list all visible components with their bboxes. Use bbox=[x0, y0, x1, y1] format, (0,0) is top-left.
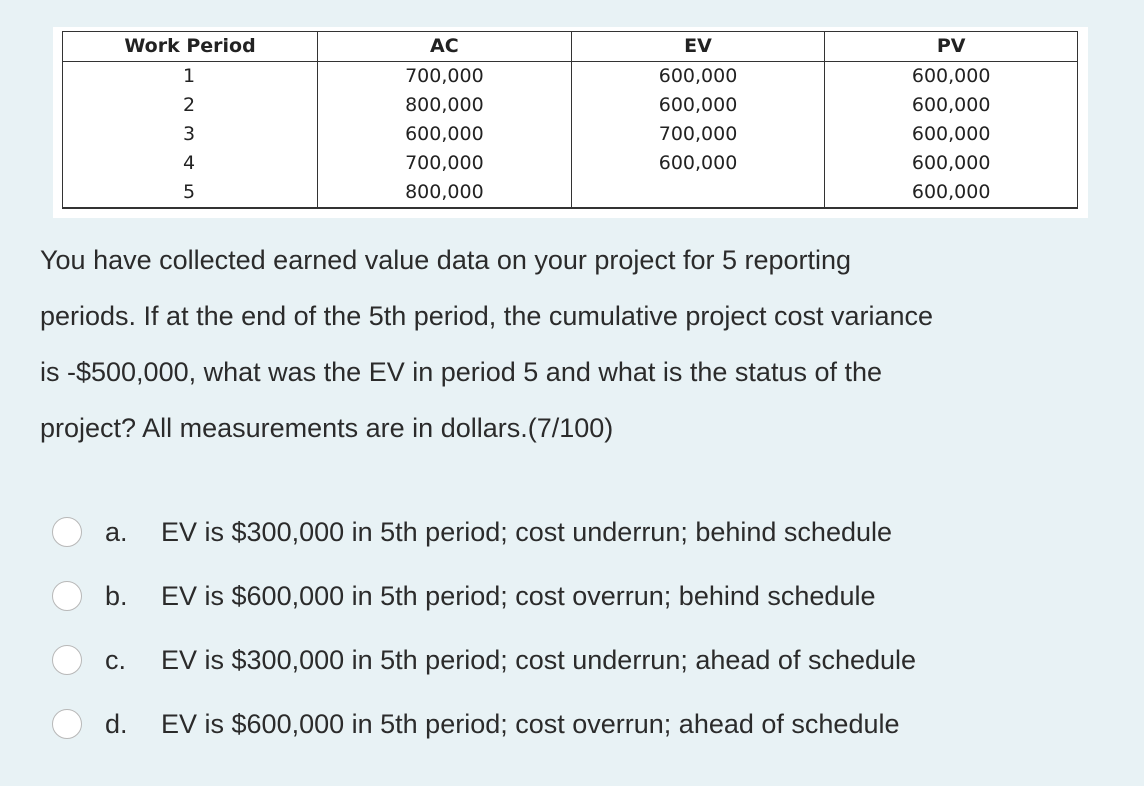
cell-pv: 600,000 bbox=[825, 120, 1078, 149]
header-ac: AC bbox=[318, 32, 572, 62]
answer-options bbox=[52, 500, 1112, 756]
option-letter: c. bbox=[105, 644, 127, 675]
option-text[interactable]: EV is $300,000 in 5th period; cost underrun; behind schedule bbox=[161, 516, 893, 547]
cell-ac: 700,000 bbox=[318, 62, 572, 92]
header-pv: PV bbox=[825, 32, 1078, 62]
option-letter: b. bbox=[105, 580, 128, 611]
cell-period: 2 bbox=[63, 91, 318, 120]
option-text[interactable]: EV is $600,000 in 5th period; cost overrun; behind schedule bbox=[161, 580, 876, 611]
question-line: You have collected earned value data on your project for 5 reporting bbox=[40, 245, 852, 275]
cell-pv: 600,000 bbox=[825, 149, 1078, 178]
option-a[interactable] bbox=[52, 500, 1112, 564]
table-row bbox=[63, 91, 1078, 120]
radio-button-d[interactable] bbox=[52, 709, 82, 739]
cell-pv: 600,000 bbox=[825, 62, 1078, 92]
earned-value-table bbox=[62, 31, 1078, 209]
table-header-row bbox=[63, 32, 1078, 62]
table-row bbox=[63, 149, 1078, 178]
header-ev: EV bbox=[571, 32, 825, 62]
cell-ac: 800,000 bbox=[318, 178, 572, 208]
cell-pv: 600,000 bbox=[825, 178, 1078, 208]
radio-button-b[interactable] bbox=[52, 581, 82, 611]
cell-ev: 600,000 bbox=[571, 62, 825, 92]
radio-button-a[interactable] bbox=[52, 517, 82, 547]
cell-period: 5 bbox=[63, 178, 318, 208]
cell-period: 3 bbox=[63, 120, 318, 149]
cell-ac: 600,000 bbox=[318, 120, 572, 149]
cell-period: 1 bbox=[63, 62, 318, 92]
radio-button-c[interactable] bbox=[52, 645, 82, 675]
option-letter: a. bbox=[105, 516, 128, 547]
cell-ev: 600,000 bbox=[571, 91, 825, 120]
question-line: project? All measurements are in dollars.(7/100) bbox=[40, 413, 614, 443]
question-line: is -$500,000, what was the EV in period 5 and what is the status of the bbox=[40, 357, 883, 387]
cell-ev bbox=[571, 178, 825, 208]
table-row bbox=[63, 178, 1078, 208]
option-d[interactable] bbox=[52, 692, 1112, 756]
question-text bbox=[40, 232, 1120, 456]
option-letter: d. bbox=[105, 708, 128, 739]
option-text[interactable]: EV is $600,000 in 5th period; cost overrun; ahead of schedule bbox=[161, 708, 900, 739]
table-row bbox=[63, 62, 1078, 92]
cell-period: 4 bbox=[63, 149, 318, 178]
header-work-period: Work Period bbox=[63, 32, 318, 62]
cell-pv: 600,000 bbox=[825, 91, 1078, 120]
option-text[interactable]: EV is $300,000 in 5th period; cost underrun; ahead of schedule bbox=[161, 644, 917, 675]
cell-ac: 700,000 bbox=[318, 149, 572, 178]
option-b[interactable] bbox=[52, 564, 1112, 628]
cell-ev: 600,000 bbox=[571, 149, 825, 178]
table-row bbox=[63, 120, 1078, 149]
cell-ev: 700,000 bbox=[571, 120, 825, 149]
question-line: periods. If at the end of the 5th period, the cumulative project cost variance bbox=[40, 301, 934, 331]
data-table-panel bbox=[53, 27, 1088, 218]
option-c[interactable] bbox=[52, 628, 1112, 692]
cell-ac: 800,000 bbox=[318, 91, 572, 120]
